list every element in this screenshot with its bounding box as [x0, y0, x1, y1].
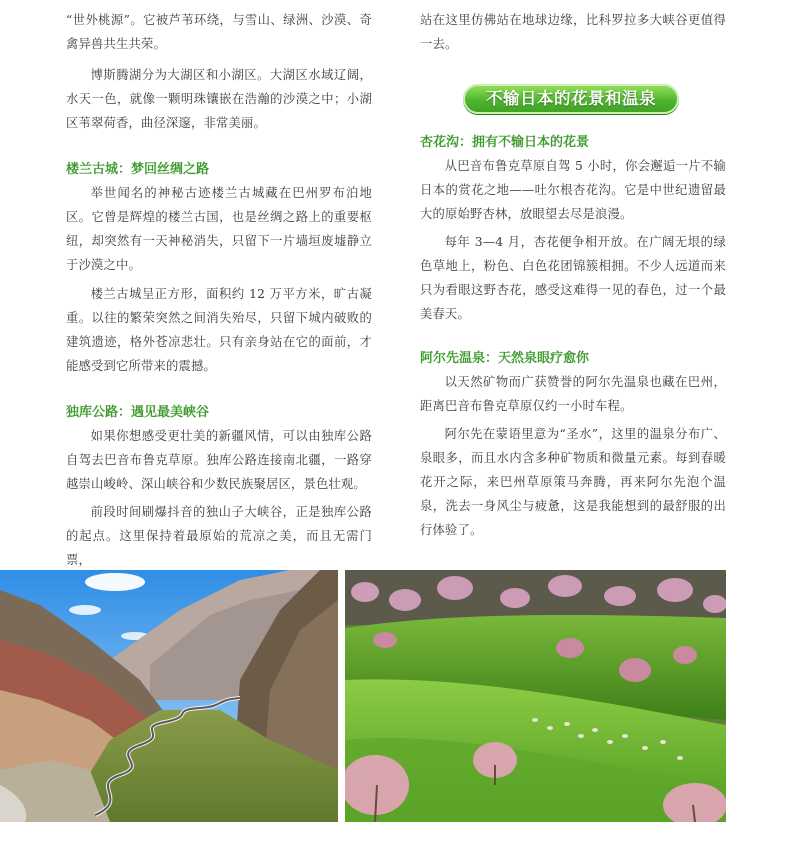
aerxian-paragraph-2: 阿尔先在蒙语里意为“圣水”，这里的温泉分布广、泉眼多，而且水内含多种矿物质和微量元素。每到春暖花开之际，来巴州草原策马奔腾，再来阿尔先泡个温泉，洗去一身风尘与疲惫，这是我能想到的最舒服的出行体验了。 — [420, 427, 726, 537]
aerxian-paragraph-1: 以天然矿物而广获赞誉的阿尔先温泉也藏在巴州，距离巴音布鲁克草原仅约一小时车程。 — [420, 375, 726, 413]
intro-paragraph-1: “世外桃源”。它被芦苇环绕，与雪山、绿洲、沙漠、奇禽异兽共生共荣。 — [66, 13, 372, 51]
intro-paragraph-2: 博斯腾湖分为大湖区和小湖区。大湖区水域辽阔，水天一色，就像一颗明珠镶嵌在浩瀚的沙漠之中；小湖区苇翠荷香，曲径深邃，非常美丽。 — [66, 68, 372, 130]
duku-paragraph-1: 如果你想感受更壮美的新疆风情，可以由独库公路自驾去巴音布鲁克草原。独库公路连接南北疆，一路穿越崇山峻岭、深山峡谷和少数民族聚居区，景色壮观。 — [66, 429, 372, 491]
section-title-xinghua: 杏花沟：拥有不输日本的花景 — [420, 135, 590, 150]
section-title-loulan: 楼兰古城：梦回丝绸之路 — [66, 162, 210, 177]
continuation-paragraph: 站在这里仿佛站在地球边缘，比科罗拉多大峡谷更值得一去。 — [420, 13, 726, 51]
canyon-road-photo — [0, 570, 338, 822]
section-title-aerxian: 阿尔先温泉：天然泉眼疗愈你 — [420, 351, 590, 366]
loulan-paragraph-2: 楼兰古城呈正方形，面积约 12 万平方米，旷古凝重。以往的繁荣突然之间消失殆尽，只留下城内破败的建筑遗迹，格外苍凉悲壮。只有亲身站在它的面前，才能感受到它所带来的震撼。 — [66, 287, 372, 373]
apricot-blossom-photo — [345, 570, 726, 822]
section-title-duku: 独库公路：遇见最美峡谷 — [66, 405, 210, 420]
left-column — [66, 0, 372, 572]
xinghua-paragraph-1: 从巴音布鲁克草原自驾 5 小时，你会邂逅一片不输日本的赏花之地——吐尔根杏花沟。它是中世纪遗留最大的原始野杏林，放眼望去尽是浪漫。 — [420, 159, 726, 221]
loulan-paragraph-1: 举世闻名的神秘古迹楼兰古城藏在巴州罗布泊地区。它曾是辉煌的楼兰古国，也是丝绸之路上的重要枢纽，却突然有一天神秘消失，只留下一片墙垣废墟静立于沙漠之中。 — [66, 186, 372, 272]
section-banner: 不输日本的花景和温泉 — [463, 84, 679, 114]
apricot-hills-illustration — [345, 570, 726, 822]
right-column — [420, 0, 726, 542]
canyon-road-illustration — [0, 570, 338, 822]
duku-paragraph-2: 前段时间刷爆抖音的独山子大峡谷，正是独库公路的起点。这里保持着最原始的荒凉之美，而且无需门票， — [66, 505, 372, 567]
xinghua-paragraph-2: 每年 3—4 月，杏花便争相开放。在广阔无垠的绿色草地上，粉色、白色花团锦簇相拥。不少人远道而来只为看眼这野杏花，感受这难得一见的春色，过一个最美春天。 — [420, 235, 726, 321]
